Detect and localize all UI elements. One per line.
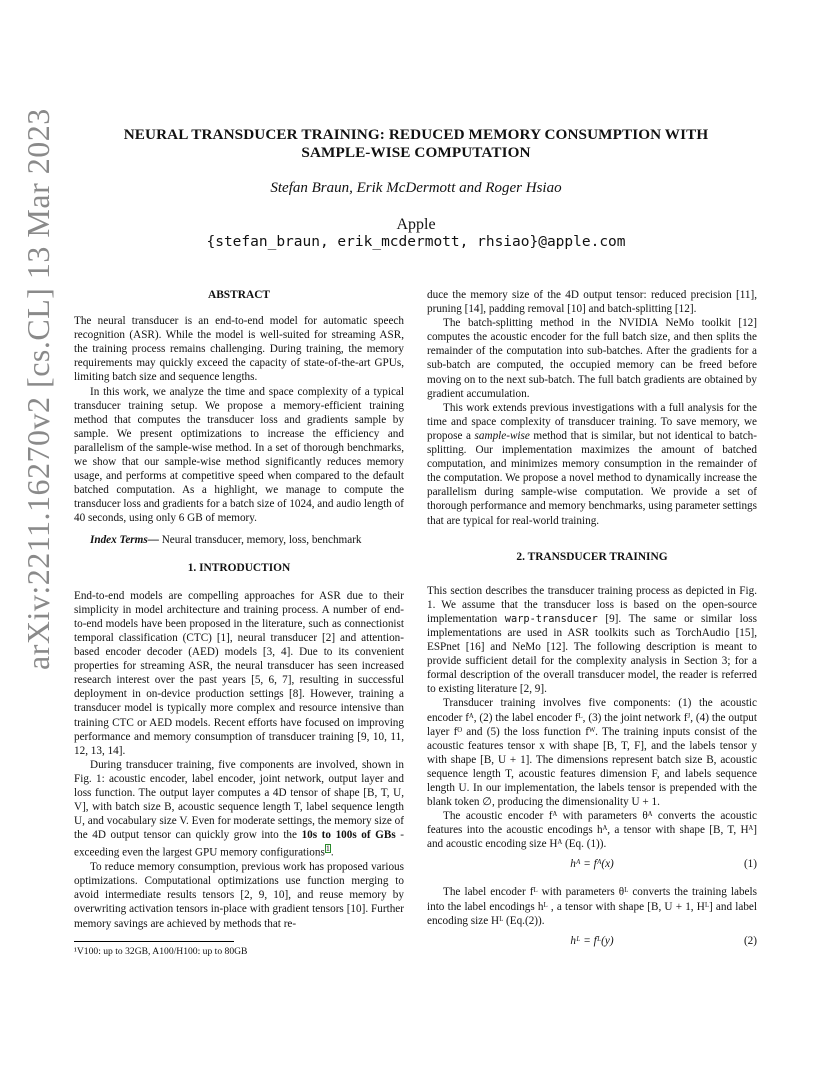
arxiv-stamp: arXiv:2211.16270v2 [cs.CL] 13 Mar 2023 — [20, 108, 56, 670]
intro-p2-text-a: During transducer training, five components are involved, shown in Fig. 1: acoustic encoder, label encoder, joint network, output layer and loss function. The output layer computes a 4D tensor of shape [B, T, U, V], with batch size B, acoustic sequence length T, label sequence length U, and vocabulary size V. Even for moderate settings, the memory size of the 4D output tensor can quickly grow into the — [74, 758, 404, 842]
equation-2-number: (2) — [743, 934, 757, 947]
intro-p2-bold: 10s to 100s of GBs — [301, 829, 396, 842]
intro-paragraph-1: End-to-end models are compelling approaches for ASR due to their simplicity in model architecture and training process. A number of end-to-end models have been proposed in the literature, such as connectionist temporal classification (CTC) [1], neural transducer [2] and attention-based encoder decoder (AED) models [3, 4]. Due to its convenient properties for streaming ASR, the neural transducer has seen increased research interest over the past years [5, 6, 7], resulting in successful deployment in on-device production settings [8]. However, training a transducer model is typically more complex and resource intensive than training CTC or AED models. Recent efforts have focused on improving performance and memory consumption of transducer training [9, 10, 11, 12, 13, 14]. — [74, 589, 404, 757]
right-p3-italic: sample-wise — [474, 429, 530, 442]
title-line-2: SAMPLE-WISE COMPUTATION — [301, 144, 531, 161]
right-p3-text-a: This work extends previous investigations with a full analysis for the time and space complexity of transducer training. To save memory, we propose a — [427, 401, 757, 442]
emails: {stefan_braun, erik_mcdermott, rhsiao}@apple.com — [206, 234, 626, 250]
intro-p2-text-c: . — [330, 847, 334, 860]
intro-heading: 1. INTRODUCTION — [187, 561, 291, 574]
index-terms — [74, 533, 404, 547]
right-paragraph-2: The batch-splitting method in the NVIDIA NeMo toolkit [12] computes the acoustic encoder for the full batch size, and then splits the remainder of the computation into sub-batches. After the gradients for a sub-batch are computed, the occupied memory can be freed before moving on to the next sub-batch. The full batch gradients are obtained by gradient accumulation. — [427, 317, 757, 400]
sec2-paragraph-4: The label encoder fᴸ with parameters θᴸ converts the training labels into the label encodings hᴸ , a tensor with shape [B, U + 1, Hᴸ] and label encoding size Hᴸ (Eq.(2)). — [427, 886, 757, 927]
index-terms-text: Neural transducer, memory, loss, benchmark — [158, 533, 362, 546]
equation-2 — [427, 934, 757, 952]
sec2-paragraph-1 — [427, 584, 757, 697]
sec2-p1-code: warp-transducer — [504, 612, 598, 625]
index-terms-label: Index Terms— — [90, 533, 159, 546]
abstract-heading: ABSTRACT — [207, 289, 271, 301]
sec2-paragraph-2: Transducer training involves five components: (1) the acoustic encoder fᴬ, (2) the label encoder fᴸ, (3) the joint network fᴶ, (4) the output layer fᴼ and (5) the loss function fᵂ. The training inputs consist of the acoustic features tensor x with shape [B, T, F], and the labels tensor y with shape [B, U + 1]. The dimensions represent batch size B, acoustic sequence length T, acoustic features dimension F, and labels sequence length U. In our implementation, the labels tensor is prepended with the blank token ∅, producing the dimensionality U + 1. — [427, 697, 757, 809]
sec2-paragraph-3: The acoustic encoder fᴬ with parameters θᴬ converts the acoustic features into the acoustic encodings hᴬ, a tensor with shape [B, T, Hᴬ] and acoustic encoding size Hᴬ (Eq. (1)). — [427, 810, 757, 851]
title-line-1: NEURAL TRANSDUCER TRAINING: REDUCED MEMORY CONSUMPTION WITH — [123, 126, 709, 143]
intro-paragraph-2 — [74, 758, 404, 860]
authors: Stefan Braun, Erik McDermott and Roger Hsiao — [270, 180, 562, 196]
right-paragraph-1: duce the memory size of the 4D output tensor: reduced precision [11], pruning [14], padding removal [10] and batch-splitting [12]. — [427, 289, 757, 316]
footnote: ¹V100: up to 32GB, A100/H100: up to 80GB — [74, 945, 248, 957]
paper-title — [74, 126, 758, 162]
abstract-paragraph-2: In this work, we analyze the time and space complexity of a typical transducer training setup. We propose a memory-efficient training method that computes the transducer loss and gradients sample by sample. We present optimizations to increase the efficiency and parallelism of the sample-wise method. In a set of thorough benchmarks, we show that our sample-wise method significantly reduces memory usage, and performs at competitive speed when compared to the default batched computation. As a highlight, we manage to compute the transducer loss and gradients for a batch size of 1024, and audio length of 40 seconds, using only 6 GB of memory. — [74, 385, 404, 525]
abstract-paragraph-1: The neural transducer is an end-to-end model for automatic speech recognition (ASR). While the model is well-suited for streaming ASR, the training process remains challenging. During training, the memory requirements may quickly exceed the capacity of state-of-the-art GPUs, limiting batch size and sequence lengths. — [74, 315, 404, 384]
section-2-heading: 2. TRANSDUCER TRAINING — [516, 550, 668, 563]
intro-paragraph-3: To reduce memory consumption, previous work has proposed various optimizations. Computational optimizations use function merging to avoid intermediate results tensors [2, 9, 10], and reuse memory by overwriting activation tensors in-place with gradient tensors [10]. Further memory savings are achieved by methods that re- — [74, 861, 404, 930]
right-column — [427, 288, 757, 962]
footnote-rule — [74, 941, 234, 942]
sec2-p1-text-a: This section describes the transducer training process as depicted in Fig. 1. We assume that the transducer loss is based on the open-source implementation — [427, 584, 757, 625]
affiliation: Apple — [396, 216, 436, 233]
equation-1-number: (1) — [743, 858, 757, 871]
equation-2-expr: hᴸ = fᴸ(y) — [570, 934, 614, 947]
intro-p2-text-b: - exceeding even the largest GPU memory configurations — [74, 829, 404, 860]
right-paragraph-3 — [427, 401, 757, 528]
right-p3-text-b: method that is similar, but not identical to batch-splitting. Our implementation maximizes the amount of batched computation, and minimizes memory consumption in the remainder of the computation. We propose a novel method to dynamically increase the parallelism during sample-wise computation. We provide a set of thorough performance and memory benchmarks, using parameter settings that are typical for real-world training. — [427, 429, 758, 527]
equation-1-expr: hᴬ = fᴬ(x) — [570, 858, 614, 871]
equation-1 — [427, 857, 757, 875]
footnote-marker[interactable]: 1 — [325, 844, 330, 854]
left-column — [74, 288, 404, 958]
sec2-p1-text-b: [9]. The same or similar loss implementations are used in ASR toolkits such as TorchAudio [15], ESPnet [16] and NeMo [12]. The following description is meant to provide sufficient detail for the complexity analysis in Section 3; for a formal description of the overall transducer model, the reader is referred to existing literature [2, 9]. — [427, 612, 758, 696]
